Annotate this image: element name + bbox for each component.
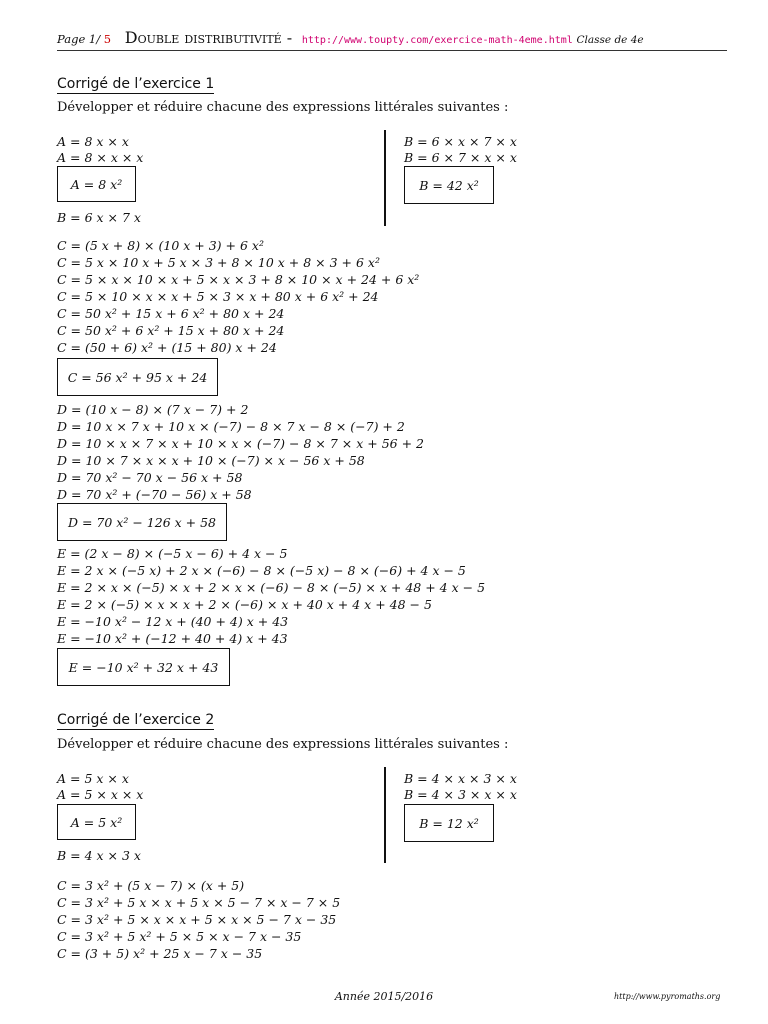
ex1-d-line-4: D = 10 × 7 × x × x + 10 × (−7) × x − 56 x + 58 bbox=[57, 453, 365, 468]
ex1-b-line-2: B = 6 × 7 × x × x bbox=[404, 150, 517, 165]
ex2-c-line-3: C = 3 x² + 5 × x × x + 5 × x × 5 − 7 x − 35 bbox=[57, 912, 337, 927]
ex2-c-line-1: C = 3 x² + (5 x − 7) × (x + 5) bbox=[57, 878, 245, 893]
column-divider-2 bbox=[384, 767, 386, 863]
ex1-c-line-3: C = 5 × x × 10 × x + 5 × x × 3 + 8 × 10 × x + 24 + 6 x² bbox=[57, 272, 420, 287]
class-label: Classe de 4e bbox=[576, 34, 644, 46]
ex1-a-line-2: A = 8 × x × x bbox=[57, 150, 144, 165]
exercise-1-intro: Développer et réduire chacune des expressions littérales suivantes : bbox=[57, 100, 509, 115]
ex1-b-line-1: B = 6 × x × 7 × x bbox=[404, 134, 517, 149]
exercise-2-title: Corrigé de l’exercice 2 bbox=[57, 712, 215, 728]
ex2-a-line-2: A = 5 × x × x bbox=[57, 787, 144, 802]
ex1-c-line-1: C = (5 x + 8) × (10 x + 3) + 6 x² bbox=[57, 238, 264, 253]
ex1-c-line-4: C = 5 × 10 × x × x + 5 × 3 × x + 80 x + 6 x² + 24 bbox=[57, 289, 379, 304]
ex1-b-result-box: B = 42 x² bbox=[404, 166, 494, 204]
ex2-c-line-2: C = 3 x² + 5 x × x + 5 x × 5 − 7 × x − 7 × 5 bbox=[57, 895, 341, 910]
footer-site-link[interactable]: http://www.pyromaths.org bbox=[614, 992, 721, 1001]
ex1-c-line-5: C = 50 x² + 15 x + 6 x² + 80 x + 24 bbox=[57, 306, 285, 321]
header-url-link[interactable]: http://www.toupty.com/exercice-math-4eme.html bbox=[301, 35, 573, 46]
ex2-b-line-2: B = 4 × 3 × x × x bbox=[404, 787, 517, 802]
ex1-d-line-3: D = 10 × x × 7 × x + 10 × x × (−7) − 8 × 7 × x + 56 + 2 bbox=[57, 436, 424, 451]
ex2-b-line-1: B = 4 × x × 3 × x bbox=[404, 771, 517, 786]
ex1-c-line-6: C = 50 x² + 6 x² + 15 x + 80 x + 24 bbox=[57, 323, 285, 338]
page-label: Page 1/ bbox=[57, 32, 101, 46]
ex2-b-left-line: B = 4 x × 3 x bbox=[57, 848, 141, 863]
ex1-e-line-2: E = 2 x × (−5 x) + 2 x × (−6) − 8 × (−5 x) − 8 × (−6) + 4 x − 5 bbox=[57, 563, 466, 578]
ex2-c-line-5: C = (3 + 5) x² + 25 x − 7 x − 35 bbox=[57, 946, 263, 961]
ex1-a-result-box: A = 8 x² bbox=[57, 166, 136, 202]
ex1-b-left-line: B = 6 x × 7 x bbox=[57, 210, 141, 225]
page-total-link[interactable]: 5 bbox=[103, 32, 112, 46]
ex1-e-line-5: E = −10 x² − 12 x + (40 + 4) x + 43 bbox=[57, 614, 289, 629]
exercise-2-intro: Développer et réduire chacune des expressions littérales suivantes : bbox=[57, 737, 509, 752]
column-divider bbox=[384, 130, 386, 226]
ex1-c-line-2: C = 5 x × 10 x + 5 x × 3 + 8 × 10 x + 8 × 3 + 6 x² bbox=[57, 255, 380, 270]
ex1-c-line-7: C = (50 + 6) x² + (15 + 80) x + 24 bbox=[57, 340, 277, 355]
ex1-d-line-5: D = 70 x² − 70 x − 56 x + 58 bbox=[57, 470, 243, 485]
ex1-d-line-6: D = 70 x² + (−70 − 56) x + 58 bbox=[57, 487, 252, 502]
ex2-a-result-box: A = 5 x² bbox=[57, 804, 136, 840]
ex1-d-line-2: D = 10 x × 7 x + 10 x × (−7) − 8 × 7 x − 8 × (−7) + 2 bbox=[57, 419, 405, 434]
ex1-d-line-1: D = (10 x − 8) × (7 x − 7) + 2 bbox=[57, 402, 249, 417]
ex1-e-line-6: E = −10 x² + (−12 + 40 + 4) x + 43 bbox=[57, 631, 288, 646]
ex2-a-line-1: A = 5 x × x bbox=[57, 771, 129, 786]
ex1-d-result-box: D = 70 x² − 126 x + 58 bbox=[57, 503, 227, 541]
ex1-e-line-1: E = (2 x − 8) × (−5 x − 6) + 4 x − 5 bbox=[57, 546, 288, 561]
ex2-c-line-4: C = 3 x² + 5 x² + 5 × 5 × x − 7 x − 35 bbox=[57, 929, 302, 944]
document-title: Double distributivité - bbox=[124, 28, 293, 47]
ex2-b-result-box: B = 12 x² bbox=[404, 804, 494, 842]
exercise-1-title: Corrigé de l’exercice 1 bbox=[57, 76, 215, 92]
page-header bbox=[57, 28, 727, 51]
ex1-e-result-box: E = −10 x² + 32 x + 43 bbox=[57, 648, 230, 686]
ex1-c-result-box: C = 56 x² + 95 x + 24 bbox=[57, 358, 218, 396]
ex1-e-line-4: E = 2 × (−5) × x × x + 2 × (−6) × x + 40 x + 4 x + 48 − 5 bbox=[57, 597, 432, 612]
footer-year: Année 2015/2016 bbox=[334, 990, 434, 1003]
ex1-a-line-1: A = 8 x × x bbox=[57, 134, 129, 149]
ex1-e-line-3: E = 2 × x × (−5) × x + 2 × x × (−6) − 8 × (−5) × x + 48 + 4 x − 5 bbox=[57, 580, 486, 595]
